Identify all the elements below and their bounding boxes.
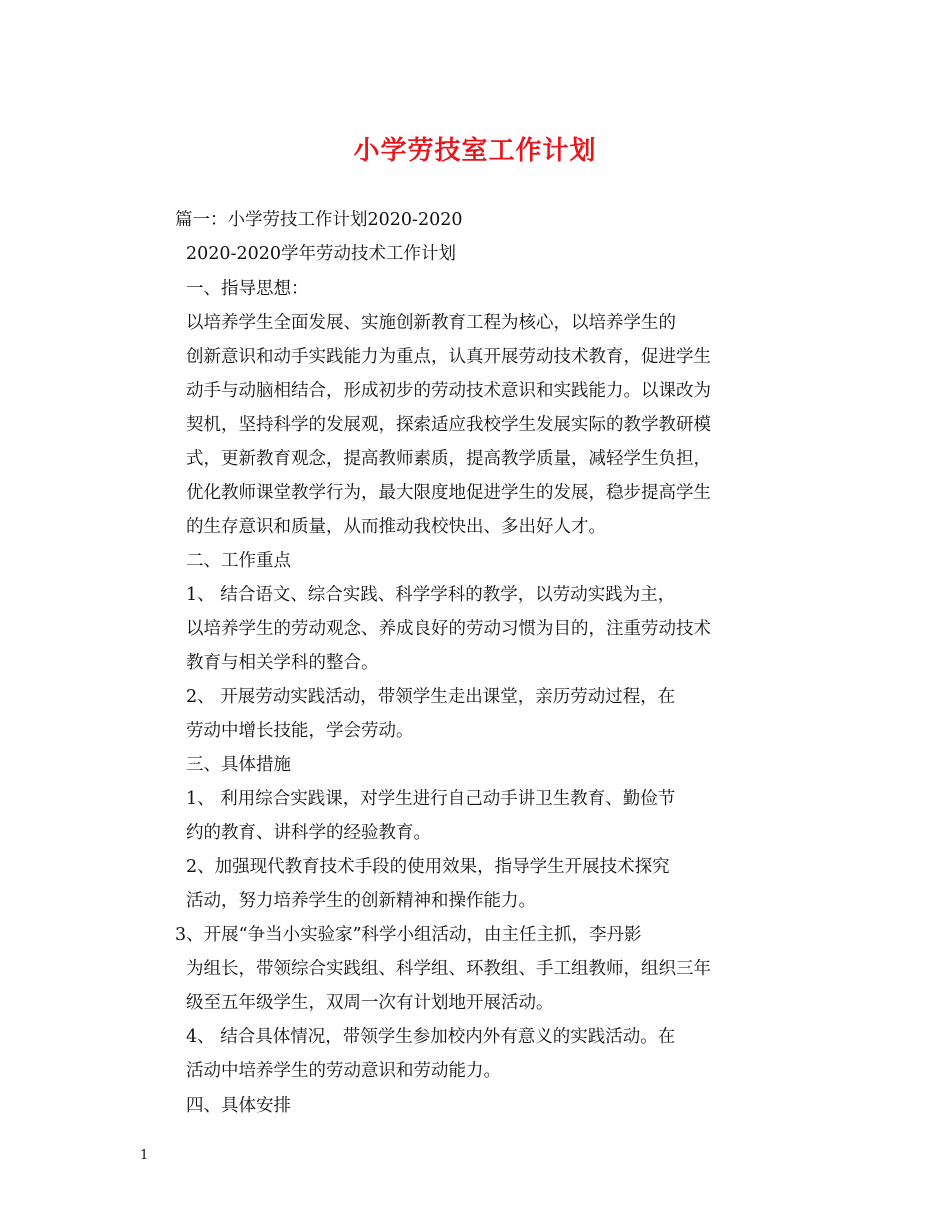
text-line: 动手与动脑相结合，形成初步的劳动技术意识和实践能力。以课改为 [186,381,711,401]
section-heading: 二、工作重点 [186,551,291,571]
text-line: 2、 开展劳动实践活动，带领学生走出课堂，亲历劳动过程，在 [186,687,676,707]
text-line: 活动，努力培养学生的创新精神和操作能力。 [186,891,536,911]
text-line: 教育与相关学科的整合。 [186,653,379,673]
text-line: 2、加强现代教育技术手段的使用效果，指导学生开展技术探究 [186,857,670,877]
text-line: 以培养学生全面发展、实施创新教育工程为核心，以培养学生的 [186,313,676,333]
text-line: 一、指导思想： [186,279,309,299]
text-line: 1、 利用综合实践课，对学生进行自己动手讲卫生教育、勤俭节 [186,789,676,809]
text-line: 优化教师课堂教学行为，最大限度地促进学生的发展，稳步提高学生 [186,483,711,503]
text-line: 2020-2020学年劳动技术工作计划 [186,244,456,264]
text-line: 约的教育、讲科学的经验教育。 [186,823,431,843]
text-line: 创新意识和动手实践能力为重点，认真开展劳动技术教育，促进学生 [186,347,711,367]
text-line: 以培养学生的劳动观念、养成良好的劳动习惯为目的，注重劳动技术 [186,619,711,639]
text-line: 的生存意识和质量，从而推动我校快出、多出好人才。 [186,517,606,537]
text-line: 为组长，带领综合实践组、科学组、环教组、手工组教师，组织三年 [186,959,711,979]
text-line: 1、 结合语文、综合实践、科学学科的教学，以劳动实践为主， [186,585,676,605]
section-heading: 三、具体措施 [186,755,291,775]
text-line: 活动中培养学生的劳动意识和劳动能力。 [186,1061,501,1081]
document-title: 小学劳技室工作计划 [353,136,597,166]
text-line: 篇一：小学劳技工作计划2020-2020 [175,210,463,230]
section-heading: 四、具体安排 [186,1096,291,1116]
text-line: 3、开展“争当小实验家”科学小组活动，由主任主抓，李丹影 [175,925,642,945]
text-line: 4、 结合具体情况，带领学生参加校内外有意义的实践活动。在 [186,1027,676,1047]
text-line: 契机，坚持科学的发展观，探索适应我校学生发展实际的教学教研模 [186,415,711,435]
page-number: 1 [140,1148,149,1163]
text-line: 劳动中增长技能，学会劳动。 [186,721,414,741]
text-line: 式，更新教育观念，提高教师素质，提高教学质量，减轻学生负担， [186,449,711,469]
text-line: 级至五年级学生，双周一次有计划地开展活动。 [186,993,554,1013]
